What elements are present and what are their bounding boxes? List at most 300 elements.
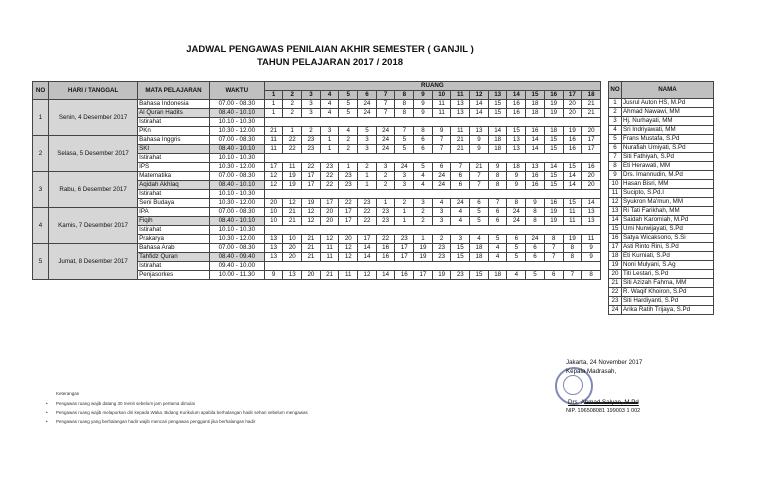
room-supervisor-cell: 19 — [544, 109, 563, 118]
room-supervisor-cell: 24 — [432, 181, 451, 190]
supervisor-name: Frans Mustafa, S.Pd — [622, 135, 714, 144]
time-cell: 10.30 - 12.00 — [209, 235, 264, 244]
room-supervisor-cell: 15 — [544, 145, 563, 154]
room-supervisor-cell: 4 — [488, 253, 507, 262]
room-supervisor-cell: 8 — [488, 181, 507, 190]
room-number: 16 — [544, 91, 563, 100]
room-supervisor-cell: 8 — [507, 199, 526, 208]
name-row — [609, 306, 714, 315]
room-supervisor-cell: 11 — [264, 136, 283, 145]
schedule-row — [33, 136, 601, 145]
name-row — [609, 243, 714, 252]
supervisor-name: Arika Ratih Trijaya, S.Pd — [622, 306, 714, 315]
room-supervisor-cell: 23 — [339, 172, 358, 181]
time-cell: 10.00 - 11.30 — [209, 271, 264, 280]
room-supervisor-cell: 13 — [283, 271, 302, 280]
room-supervisor-cell: 3 — [376, 163, 395, 172]
subject-cell: Bahasa Indonesia — [138, 100, 210, 109]
room-supervisor-cell: 21 — [320, 271, 339, 280]
schedule-row — [33, 100, 601, 109]
signature-nip: NIP. 196508081 199003 1 002 — [566, 408, 641, 414]
room-supervisor-cell: 2 — [339, 136, 358, 145]
supervisor-name: Sucipto, S.Pd.I — [622, 189, 714, 198]
room-supervisor-cell: 8 — [526, 208, 545, 217]
room-supervisor-cell: 4 — [451, 217, 470, 226]
room-number: 13 — [488, 91, 507, 100]
col-ruang: RUANG — [264, 82, 600, 91]
room-supervisor-cell: 7 — [451, 163, 470, 172]
time-cell: 07.00 - 08.30 — [209, 100, 264, 109]
room-supervisor-cell: 14 — [582, 199, 601, 208]
room-supervisor-cell: 22 — [358, 208, 377, 217]
room-supervisor-cell: 7 — [376, 100, 395, 109]
room-supervisor-cell: 5 — [470, 208, 489, 217]
room-supervisor-cell: 4 — [432, 199, 451, 208]
name-row — [609, 207, 714, 216]
name-row — [609, 99, 714, 108]
schedule-header-row — [33, 82, 601, 91]
room-supervisor-cell: 13 — [470, 127, 489, 136]
room-supervisor-cell: 7 — [432, 145, 451, 154]
room-number: 3 — [302, 91, 321, 100]
day-number: 5 — [33, 244, 49, 280]
room-supervisor-cell: 9 — [526, 199, 545, 208]
name-number: 9 — [609, 171, 622, 180]
room-supervisor-cell: 7 — [563, 271, 582, 280]
document-title: JADWAL PENGAWAS PENILAIAN AKHIR SEMESTER ( GANJIL ) — [186, 44, 474, 55]
room-supervisor-cell: 1 — [395, 208, 414, 217]
room-supervisor-cell: 11 — [264, 145, 283, 154]
room-supervisor-cell: 8 — [563, 253, 582, 262]
supervisor-name: Siti Azizah Fahma, MM — [622, 279, 714, 288]
room-supervisor-cell: 8 — [526, 217, 545, 226]
room-supervisor-cell: 3 — [414, 199, 433, 208]
room-supervisor-cell: 7 — [376, 109, 395, 118]
room-supervisor-cell: 15 — [507, 127, 526, 136]
room-supervisor-cell: 3 — [302, 109, 321, 118]
room-number: 9 — [414, 91, 433, 100]
name-number: 6 — [609, 144, 622, 153]
room-supervisor-cell: 5 — [339, 109, 358, 118]
room-supervisor-cell: 6 — [451, 181, 470, 190]
room-supervisor-cell: 2 — [283, 109, 302, 118]
room-supervisor-cell: 7 — [544, 253, 563, 262]
room-supervisor-cell: 8 — [488, 172, 507, 181]
room-supervisor-cell: 19 — [544, 100, 563, 109]
room-supervisor-cell: 5 — [526, 271, 545, 280]
room-number: 2 — [283, 91, 302, 100]
room-supervisor-cell: 11 — [563, 208, 582, 217]
name-number: 17 — [609, 243, 622, 252]
room-supervisor-cell: 24 — [451, 199, 470, 208]
room-supervisor-cell: 16 — [376, 244, 395, 253]
room-supervisor-cell: 12 — [358, 271, 377, 280]
room-supervisor-cell: 11 — [339, 271, 358, 280]
room-supervisor-cell: 24 — [507, 217, 526, 226]
room-supervisor-cell: 19 — [544, 217, 563, 226]
room-supervisor-cell: 18 — [470, 253, 489, 262]
room-supervisor-cell: 18 — [526, 109, 545, 118]
room-supervisor-cell: 11 — [320, 253, 339, 262]
room-supervisor-cell: 18 — [526, 100, 545, 109]
name-row — [609, 126, 714, 135]
room-supervisor-cell: 20 — [283, 244, 302, 253]
name-row — [609, 261, 714, 270]
room-supervisor-cell: 12 — [320, 235, 339, 244]
room-supervisor-cell: 21 — [451, 136, 470, 145]
day-date: Selasa, 5 Desember 2017 — [49, 136, 138, 172]
room-supervisor-cell: 13 — [451, 100, 470, 109]
room-supervisor-cell: 8 — [414, 127, 433, 136]
room-supervisor-cell: 1 — [283, 127, 302, 136]
col-no: NO — [33, 82, 49, 100]
room-supervisor-cell: 13 — [507, 136, 526, 145]
room-number: 10 — [432, 91, 451, 100]
day-date: Senin, 4 Desember 2017 — [49, 100, 138, 136]
room-supervisor-cell: 16 — [507, 109, 526, 118]
room-supervisor-cell: 22 — [320, 172, 339, 181]
room-supervisor-cell: 21 — [302, 235, 321, 244]
name-number: 1 — [609, 99, 622, 108]
room-supervisor-cell: 11 — [320, 244, 339, 253]
room-supervisor-cell: 19 — [283, 172, 302, 181]
name-row — [609, 117, 714, 126]
time-cell: 09.40 - 10.00 — [209, 262, 264, 271]
name-row — [609, 225, 714, 234]
footnote-item: Pengawas ruang yang berhalangan hadir wajib mencari pengawas pengganti jika berhalangan hadir — [56, 419, 256, 424]
room-supervisor-cell: 24 — [526, 235, 545, 244]
room-supervisor-cell: 4 — [320, 100, 339, 109]
room-supervisor-cell: 20 — [563, 109, 582, 118]
name-row — [609, 153, 714, 162]
time-cell: 07.00 - 08.30 — [209, 244, 264, 253]
room-supervisor-cell: 1 — [264, 100, 283, 109]
room-supervisor-cell: 16 — [563, 136, 582, 145]
break-cell — [264, 226, 600, 235]
room-supervisor-cell: 17 — [339, 208, 358, 217]
room-supervisor-cell: 17 — [264, 163, 283, 172]
room-supervisor-cell: 11 — [563, 217, 582, 226]
col-time: WAKTU — [209, 82, 264, 100]
room-supervisor-cell: 14 — [563, 172, 582, 181]
room-supervisor-cell: 23 — [432, 253, 451, 262]
room-supervisor-cell: 15 — [488, 100, 507, 109]
room-supervisor-cell: 14 — [544, 163, 563, 172]
room-supervisor-cell: 17 — [302, 172, 321, 181]
time-cell: 10.10 - 10.30 — [209, 190, 264, 199]
room-supervisor-cell: 2 — [302, 127, 321, 136]
subject-cell: PKn — [138, 127, 210, 136]
supervisor-name: Sri Indriyawati, MM — [622, 126, 714, 135]
name-number: 24 — [609, 306, 622, 315]
room-supervisor-cell: 20 — [320, 208, 339, 217]
room-supervisor-cell: 1 — [320, 136, 339, 145]
room-supervisor-cell: 9 — [488, 163, 507, 172]
room-supervisor-cell: 6 — [544, 271, 563, 280]
room-supervisor-cell: 6 — [414, 145, 433, 154]
supervisor-name: Titi Lestari, S.Pd — [622, 270, 714, 279]
room-supervisor-cell: 21 — [302, 244, 321, 253]
room-number: 8 — [395, 91, 414, 100]
document-subtitle: TAHUN PELAJARAN 2017 / 2018 — [256, 57, 404, 68]
bullet: • — [46, 401, 48, 406]
room-supervisor-cell: 9 — [470, 136, 489, 145]
room-supervisor-cell: 12 — [264, 172, 283, 181]
room-supervisor-cell: 9 — [582, 244, 601, 253]
room-supervisor-cell: 16 — [395, 271, 414, 280]
room-supervisor-cell: 21 — [582, 109, 601, 118]
day-number: 1 — [33, 100, 49, 136]
name-number: 8 — [609, 162, 622, 171]
room-supervisor-cell: 22 — [302, 163, 321, 172]
room-supervisor-cell: 8 — [582, 271, 601, 280]
room-supervisor-cell: 1 — [395, 217, 414, 226]
room-supervisor-cell: 18 — [507, 163, 526, 172]
bullet: • — [46, 410, 48, 415]
room-supervisor-cell: 5 — [414, 163, 433, 172]
room-supervisor-cell: 1 — [414, 235, 433, 244]
room-supervisor-cell: 20 — [283, 253, 302, 262]
room-supervisor-cell: 15 — [544, 172, 563, 181]
subject-cell: Penjasorkes — [138, 271, 210, 280]
room-supervisor-cell: 16 — [563, 145, 582, 154]
room-supervisor-cell: 22 — [376, 235, 395, 244]
supervisor-name: Drs. Imannudin, M.Pd — [622, 171, 714, 180]
room-supervisor-cell: 24 — [507, 208, 526, 217]
room-supervisor-cell: 20 — [339, 235, 358, 244]
subject-cell: Tahfidz Quran — [138, 253, 210, 262]
supervisor-name: Umi Nurwijayati, S.Pd — [622, 225, 714, 234]
room-supervisor-cell: 23 — [320, 163, 339, 172]
room-supervisor-cell: 17 — [395, 244, 414, 253]
supervisor-name: Satya Wicaksono, S.Si — [622, 234, 714, 243]
room-supervisor-cell: 24 — [376, 127, 395, 136]
subject-cell: Aqidah Akhlaq — [138, 181, 210, 190]
room-supervisor-cell: 23 — [376, 217, 395, 226]
room-supervisor-cell: 24 — [358, 109, 377, 118]
room-supervisor-cell: 22 — [339, 199, 358, 208]
room-supervisor-cell: 23 — [451, 271, 470, 280]
room-supervisor-cell: 14 — [358, 253, 377, 262]
name-row — [609, 135, 714, 144]
day-number: 2 — [33, 136, 49, 172]
name-number: 2 — [609, 108, 622, 117]
room-supervisor-cell: 2 — [339, 145, 358, 154]
room-supervisor-cell: 18 — [470, 244, 489, 253]
room-supervisor-cell: 16 — [526, 127, 545, 136]
subject-cell: SKI — [138, 145, 210, 154]
room-supervisor-cell: 19 — [283, 181, 302, 190]
time-cell: 10.10 - 10.30 — [209, 226, 264, 235]
supervisor-name: Siti Fathiyah, S.Pd — [622, 153, 714, 162]
room-supervisor-cell: 13 — [507, 145, 526, 154]
room-supervisor-cell: 15 — [451, 253, 470, 262]
supervisor-name: Noni Mulyani, S.Ag — [622, 261, 714, 270]
room-supervisor-cell: 17 — [414, 271, 433, 280]
room-supervisor-cell: 9 — [470, 145, 489, 154]
name-number: 18 — [609, 252, 622, 261]
room-supervisor-cell: 22 — [283, 145, 302, 154]
supervisor-name: R. Waqif Khoiron, S.Pd — [622, 288, 714, 297]
room-supervisor-cell: 11 — [582, 235, 601, 244]
room-supervisor-cell: 4 — [414, 172, 433, 181]
room-supervisor-cell: 9 — [414, 100, 433, 109]
room-supervisor-cell: 7 — [470, 172, 489, 181]
room-supervisor-cell: 21 — [264, 127, 283, 136]
name-row — [609, 279, 714, 288]
signature-place-date: Jakarta, 24 November 2017 — [566, 359, 643, 366]
room-supervisor-cell: 2 — [376, 172, 395, 181]
room-supervisor-cell: 8 — [395, 100, 414, 109]
name-number: 4 — [609, 126, 622, 135]
room-supervisor-cell: 24 — [376, 136, 395, 145]
supervisor-name: Hasan Bisri, MM — [622, 180, 714, 189]
name-row — [609, 252, 714, 261]
names-col-no: NO — [609, 82, 622, 99]
name-number: 12 — [609, 198, 622, 207]
name-number: 19 — [609, 261, 622, 270]
room-supervisor-cell: 5 — [488, 235, 507, 244]
room-supervisor-cell: 23 — [358, 199, 377, 208]
subject-cell: IPA — [138, 208, 210, 217]
time-cell: 10.30 - 12.00 — [209, 199, 264, 208]
room-supervisor-cell: 19 — [414, 244, 433, 253]
room-supervisor-cell: 9 — [264, 271, 283, 280]
room-supervisor-cell: 3 — [358, 145, 377, 154]
room-supervisor-cell: 7 — [395, 127, 414, 136]
name-row — [609, 171, 714, 180]
room-supervisor-cell: 18 — [488, 136, 507, 145]
footnote-heading: Keterangan — [56, 391, 80, 396]
room-supervisor-cell: 1 — [358, 181, 377, 190]
room-supervisor-cell: 6 — [432, 163, 451, 172]
room-number: 1 — [264, 91, 283, 100]
subject-cell: Prakarya — [138, 235, 210, 244]
room-supervisor-cell: 23 — [302, 145, 321, 154]
room-supervisor-cell: 18 — [488, 145, 507, 154]
room-supervisor-cell: 7 — [544, 244, 563, 253]
subject-cell: Bahasa Inggris — [138, 136, 210, 145]
time-cell: 07.00 - 08.30 — [209, 136, 264, 145]
room-supervisor-cell: 11 — [432, 100, 451, 109]
room-supervisor-cell: 12 — [302, 208, 321, 217]
room-supervisor-cell: 24 — [358, 100, 377, 109]
room-supervisor-cell: 13 — [264, 235, 283, 244]
room-supervisor-cell: 12 — [283, 199, 302, 208]
room-supervisor-cell: 13 — [451, 109, 470, 118]
bullet: • — [46, 419, 48, 424]
room-supervisor-cell: 5 — [395, 145, 414, 154]
name-number: 13 — [609, 207, 622, 216]
room-supervisor-cell: 17 — [582, 145, 601, 154]
room-number: 6 — [358, 91, 377, 100]
room-supervisor-cell: 2 — [395, 199, 414, 208]
room-supervisor-cell: 8 — [395, 109, 414, 118]
time-cell: 10.30 - 12.00 — [209, 163, 264, 172]
room-supervisor-cell: 23 — [339, 181, 358, 190]
time-cell: 08.40 - 10.10 — [209, 181, 264, 190]
room-supervisor-cell: 1 — [320, 145, 339, 154]
name-number: 15 — [609, 225, 622, 234]
room-supervisor-cell: 2 — [376, 181, 395, 190]
room-supervisor-cell: 6 — [470, 199, 489, 208]
room-number: 14 — [507, 91, 526, 100]
room-supervisor-cell: 20 — [582, 181, 601, 190]
room-supervisor-cell: 8 — [563, 244, 582, 253]
room-supervisor-cell: 12 — [339, 253, 358, 262]
room-supervisor-cell: 14 — [358, 244, 377, 253]
room-supervisor-cell: 21 — [302, 253, 321, 262]
room-supervisor-cell: 23 — [302, 136, 321, 145]
room-supervisor-cell: 19 — [563, 235, 582, 244]
subject-cell: Istirahat — [138, 154, 210, 163]
footnote-item: Pengawas ruang wajib datang 30 menit sebelum jam pertama dimulai — [56, 401, 195, 406]
supervisor-name: Syukron Ma'mun, MM — [622, 198, 714, 207]
supervisor-name: Jusrul Auton HS, M.Pd — [622, 99, 714, 108]
room-supervisor-cell: 7 — [470, 181, 489, 190]
room-supervisor-cell: 5 — [507, 253, 526, 262]
room-supervisor-cell: 19 — [563, 127, 582, 136]
footnote-item: Pengawas ruang wajib melaporkan diri kepada Waka. Bidang Kurikulum apabila berhalangan hadir sehari sebelum mengawas — [56, 410, 308, 415]
room-supervisor-cell: 2 — [432, 235, 451, 244]
name-number: 7 — [609, 153, 622, 162]
schedule-row — [33, 208, 601, 217]
room-supervisor-cell: 11 — [451, 127, 470, 136]
supervisor-name: Saidah Karomiah, M.Pd — [622, 216, 714, 225]
room-supervisor-cell: 22 — [320, 181, 339, 190]
name-number: 21 — [609, 279, 622, 288]
room-number: 4 — [320, 91, 339, 100]
room-number: 18 — [582, 91, 601, 100]
room-supervisor-cell: 20 — [302, 271, 321, 280]
name-number: 10 — [609, 180, 622, 189]
time-cell: 08.40 - 10.10 — [209, 145, 264, 154]
day-date: Rabu, 6 Desember 2017 — [49, 172, 138, 208]
room-supervisor-cell: 14 — [470, 100, 489, 109]
subject-cell: Seni Budaya — [138, 199, 210, 208]
time-cell: 10.10 - 10.30 — [209, 154, 264, 163]
subject-cell: Istirahat — [138, 190, 210, 199]
supervisor-name: Eti Kurniati, S.Pd — [622, 252, 714, 261]
subject-cell: Matematika — [138, 172, 210, 181]
room-supervisor-cell: 21 — [451, 145, 470, 154]
time-cell: 08.40 - 10.10 — [209, 109, 264, 118]
name-number: 3 — [609, 117, 622, 126]
room-supervisor-cell: 13 — [582, 208, 601, 217]
room-supervisor-cell: 19 — [432, 271, 451, 280]
room-supervisor-cell: 20 — [264, 199, 283, 208]
subject-cell: Istirahat — [138, 226, 210, 235]
break-cell — [264, 190, 600, 199]
schedule-row — [33, 172, 601, 181]
name-row — [609, 180, 714, 189]
room-supervisor-cell: 14 — [526, 145, 545, 154]
room-supervisor-cell: 23 — [376, 208, 395, 217]
time-cell: 10.10 - 10.30 — [209, 118, 264, 127]
room-supervisor-cell: 5 — [395, 136, 414, 145]
time-cell: 10.30 - 12.00 — [209, 127, 264, 136]
day-date: Kamis, 7 Desember 2017 — [49, 208, 138, 244]
day-date: Jumat, 8 Desember 2017 — [49, 244, 138, 280]
room-supervisor-cell: 2 — [414, 217, 433, 226]
room-supervisor-cell: 4 — [507, 271, 526, 280]
name-row — [609, 234, 714, 243]
name-number: 22 — [609, 288, 622, 297]
room-supervisor-cell: 4 — [320, 109, 339, 118]
room-supervisor-cell: 6 — [507, 235, 526, 244]
room-supervisor-cell: 6 — [488, 208, 507, 217]
room-supervisor-cell: 19 — [302, 199, 321, 208]
